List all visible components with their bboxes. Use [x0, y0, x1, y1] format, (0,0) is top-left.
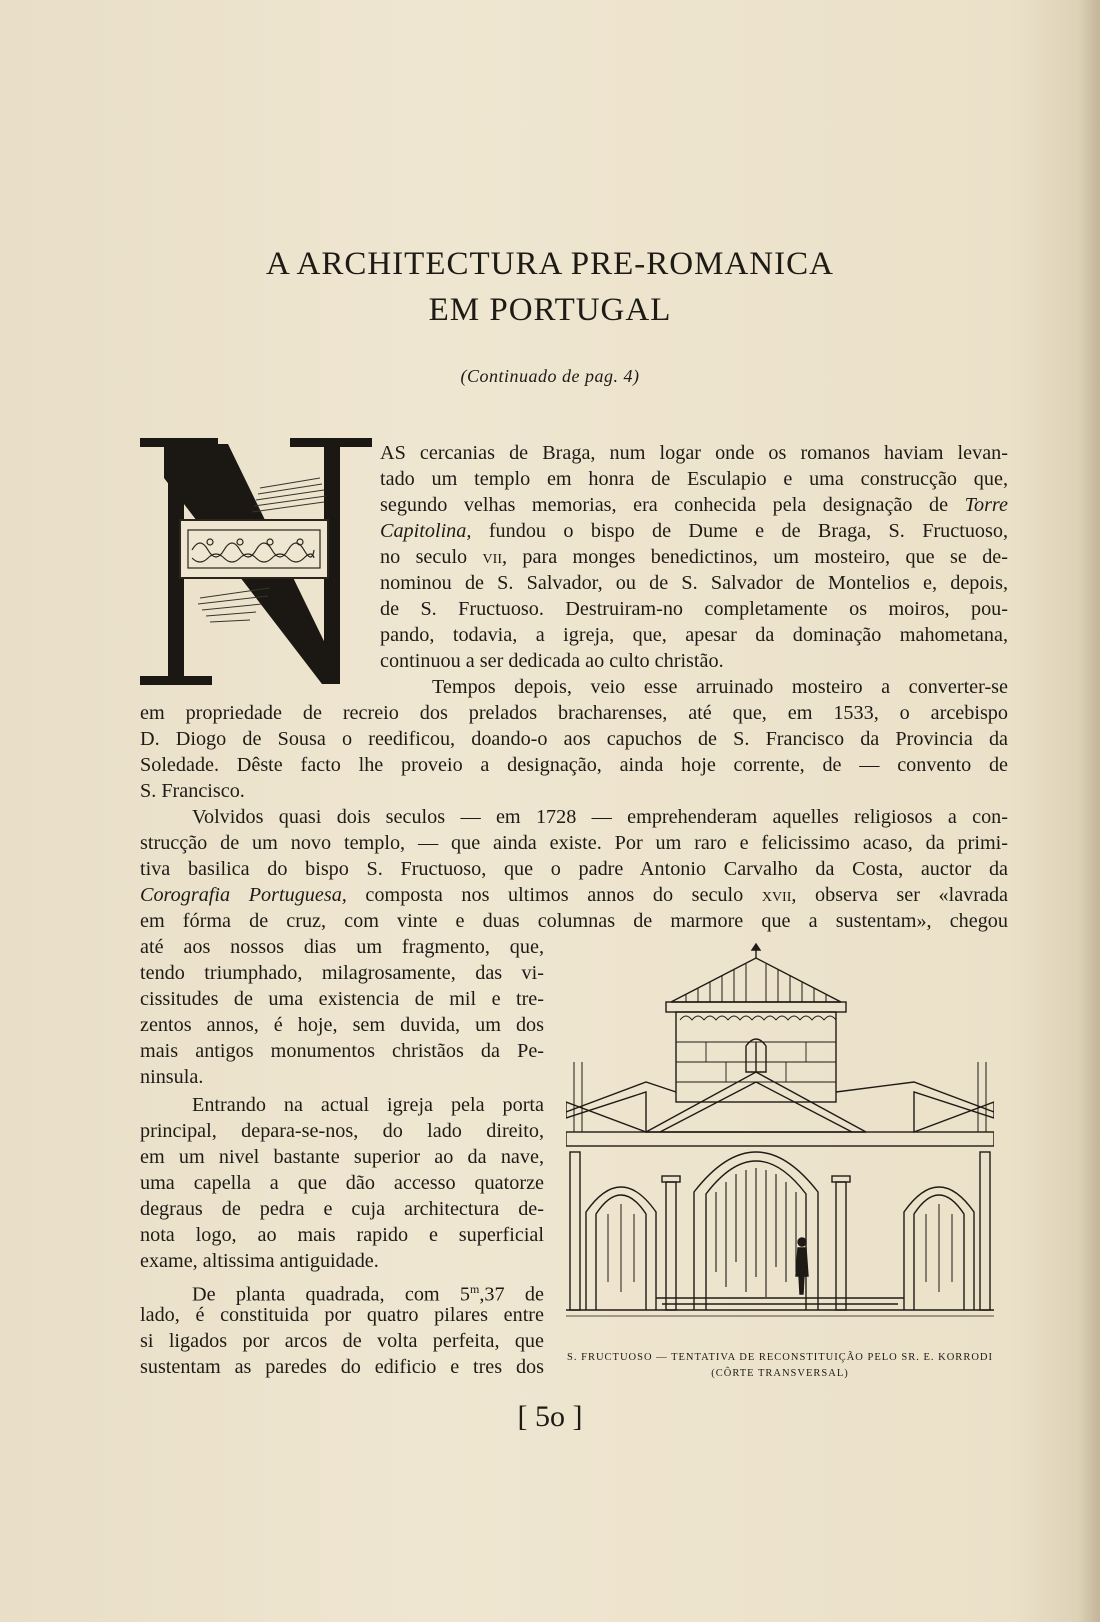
para2-line-2: em propriedade de recreio dos prelados bracharenses, até que, em 1533, o arcebispo [140, 702, 1008, 724]
col-line-5: mais antigos monumentos christãos da Pe- [140, 1040, 544, 1062]
figure-caption-line-2: (CÔRTE TRANSVERSAL) [711, 1368, 849, 1379]
para2-line-3: D. Diogo de Sousa o reedificou, doando-o aos capuchos de S. Francisco da Provincia da [140, 728, 1008, 750]
page-edge-shadow [1078, 0, 1100, 1622]
century-vii: vii [482, 546, 502, 568]
col3-line-2: lado, é constituida por quatro pilares entre [140, 1304, 544, 1326]
intro-line-9: continuou a ser dedicada ao culto christão. [380, 650, 724, 672]
para2-line-1: Tempos depois, veio esse arruinado mosteiro a converter-se [432, 676, 1008, 698]
col2-line-5: degraus de pedra e cuja architectura de- [140, 1198, 544, 1220]
page-number: [ 5o ] [517, 1400, 583, 1433]
figure-caption [560, 1350, 1000, 1382]
col-line-3: cissitudes de uma existencia de mil e tre- [140, 988, 544, 1010]
col3-line-4: sustentam as paredes do edificio e tres dos [140, 1356, 544, 1378]
col2-line-7: exame, altissima antiguidade. [140, 1250, 379, 1272]
continuation-note: (Continuado de pag. 4) [460, 366, 640, 386]
para3-line-3: tiva basilica do bispo S. Fructuoso, que o padre Antonio Carvalho da Costa, auctor da [140, 858, 1008, 880]
intro-line-8: pando, todavia, a igreja, que, apesar da dominação mahometana, [380, 624, 1008, 646]
intro-first-word: AS [380, 442, 406, 464]
intro-line-5: no seculo vii, para monges benedictinos, um mosteiro, que se de- [380, 546, 1008, 568]
para3-line-1: Volvidos quasi dois seculos — em 1728 — emprehenderam aquelles religiosos a con- [192, 806, 1008, 828]
col2-line-2: principal, depara-se-nos, do lado direito, [140, 1120, 544, 1142]
figure-caption-line-1: S. FRUCTUOSO — TENTATIVA DE RECONSTITUIÇÃO PELO SR. E. KORRODI [567, 1352, 993, 1363]
para2-line-5: S. Francisco. [140, 780, 245, 802]
drop-cap-n-illustration [140, 438, 372, 688]
intro-line-3: segundo velhas memorias, era conhecida pela designação de Torre [380, 494, 1008, 516]
col2-line-3: em um nivel bastante superior ao da nave, [140, 1146, 544, 1168]
para3-line-5: em fórma de cruz, com vinte e duas columnas de marmore que a sustentam», chegou [140, 910, 1008, 932]
italic-corografia: Corografia Portuguesa, [140, 884, 347, 906]
col2-line-4: uma capella a que dão accesso quatorze [140, 1172, 544, 1194]
col3-line-1: De planta quadrada, com 5$^m$,37 de [192, 1282, 544, 1306]
italic-torre: Torre [964, 494, 1008, 516]
col2-line-6: nota logo, ao mais rapido e superficial [140, 1224, 544, 1246]
title-line-1: A ARCHITECTURA PRE-ROMANICA [266, 246, 834, 282]
col3-line-3: si ligados por arcos de volta perfeita, que [140, 1330, 544, 1352]
col2-line-1: Entrando na actual igreja pela porta [192, 1094, 544, 1116]
italic-capitolina: Capitolina, [380, 520, 472, 542]
title-line-2: EM PORTUGAL [428, 292, 672, 328]
intro-line-6: nominou de S. Salvador, ou de S. Salvador de Montelios e, depois, [380, 572, 1008, 594]
intro-line-1: AS cercanias de Braga, num logar onde os romanos haviam levan- [380, 442, 1008, 464]
para3-line-4: Corografia Portuguesa, composta nos ultimos annos do seculo xvii, observa ser «lavrada [140, 884, 1009, 906]
col-line-6: ninsula. [140, 1066, 204, 1088]
intro-line-2: tado um templo em honra de Esculapio e uma construcção que, [380, 468, 1008, 490]
col-line-2: tendo triumphado, milagrosamente, das vi- [140, 962, 544, 984]
col-line-4: zentos annos, é hoje, sem duvida, um dos [140, 1014, 544, 1036]
para2-line-4: Soledade. Dêste facto lhe proveio a designação, ainda hoje corrente, de — convento de [140, 754, 1008, 776]
century-xvii: xvii [761, 884, 792, 906]
church-cross-section-figure [566, 942, 994, 1332]
intro-line-7: de S. Fructuoso. Destruiram-no completamente os moiros, pou- [380, 598, 1008, 620]
intro-line-4: Capitolina, fundou o bispo de Dume e de Braga, S. Fructuoso, [380, 520, 1008, 542]
col-line-1: até aos nossos dias um fragmento, que, [140, 936, 544, 958]
para3-line-2: strucção de um novo templo, — que ainda existe. Por um raro e felicissimo acaso, da primi- [140, 832, 1008, 854]
unit-superscript: m [470, 1282, 480, 1296]
